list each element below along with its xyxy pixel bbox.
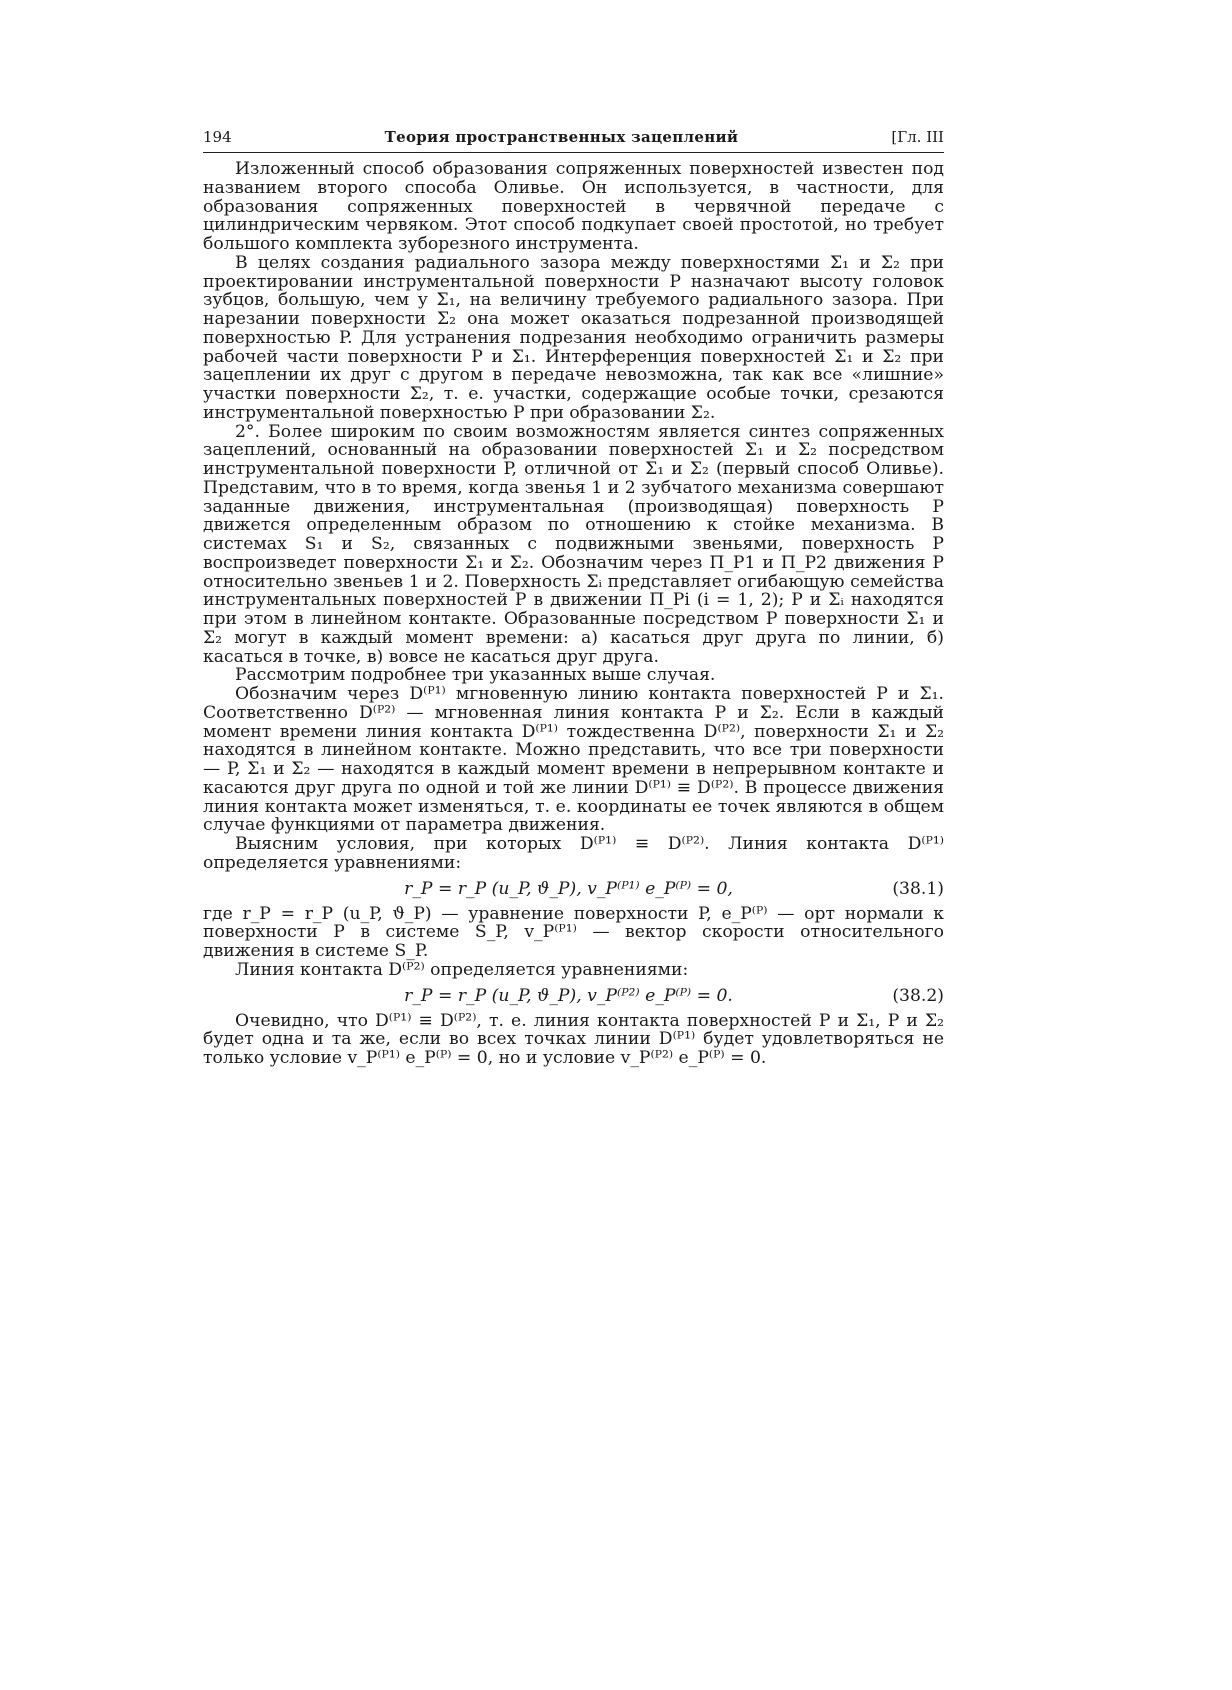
book-page	[203, 128, 944, 1068]
equation-38-1-content: r_P = r_P (u_P, ϑ_P), v_P⁽ᴾ¹⁾ e_P⁽ᴾ⁾ = 0,	[404, 878, 733, 899]
chapter-label: [Гл. III	[891, 128, 944, 146]
paragraph-5: Обозначим через D⁽ᴾ¹⁾ мгновенную линию контакта поверхностей P и Σ₁. Соответственно D⁽ᴾ²⁾ — мгновенная линия контакта P и Σ₂. Если в каждый момент времени линия контакта D⁽ᴾ¹⁾ тождественна D⁽ᴾ²⁾, поверхности Σ₁ и Σ₂ находятся в линейном контакте. Можно представить, что все три поверхности — P, Σ₁ и Σ₂ — находятся в каждый момент времени в непрерывном контакте и касаются друг друга по одной и той же линии D⁽ᴾ¹⁾ ≡ D⁽ᴾ²⁾. В процессе движения линия контакта может изменяться, т. е. координаты ее точек являются в общем случае функциями от параметра движения.	[203, 684, 944, 836]
paragraph-2: В целях создания радиального зазора между поверхностями Σ₁ и Σ₂ при проектировании инструментальной поверхности P назначают высоту головок зубцов, большую, чем у Σ₁, на величину требуемого радиального зазора. При нарезании поверхности Σ₂ она может оказаться подрезанной производящей поверхностью P. Для устранения подрезания необходимо ограничить размеры рабочей части поверхности P и Σ₁. Интерференция поверхностей Σ₁ и Σ₂ при зацеплении их друг с другом в передаче невозможна, так как все «лишние» участки поверхности Σ₂, т. е. участки, содержащие особые точки, срезаются инструментальной поверхностью P при образовании Σ₂.	[203, 252, 944, 423]
equation-38-1	[203, 878, 944, 900]
paragraph-8: Линия контакта D⁽ᴾ²⁾ определяется уравнениями:	[235, 959, 689, 980]
paragraph-7: где r_P = r_P (u_P, ϑ_P) — уравнение поверхности P, e_P⁽ᴾ⁾ — орт нормали к поверхности P в системе S_P, v_P⁽ᴾ¹⁾ — вектор скорости относительного движения в системе S_P.	[203, 903, 944, 961]
equation-38-1-number: (38.1)	[892, 878, 944, 899]
equation-38-2-number: (38.2)	[892, 985, 944, 1006]
paragraph-1: Изложенный способ образования сопряженных поверхностей известен под названием второго способа Оливье. Он используется, в частности, для образования сопряженных поверхностей в червячной передаче с цилиндрическим червяком. Этот способ подкупает своей простотой, но требует большого комплекта зуборезного инструмента.	[203, 159, 944, 254]
page-body	[203, 160, 944, 1068]
page-number: 194	[203, 128, 232, 146]
running-header	[203, 128, 944, 153]
paragraph-4: Рассмотрим подробнее три указанных выше случая.	[235, 665, 716, 686]
paragraph-9: Очевидно, что D⁽ᴾ¹⁾ ≡ D⁽ᴾ²⁾, т. е. линия контакта поверхностей P и Σ₁, P и Σ₂ будет одна и та же, если во всех точках линии D⁽ᴾ¹⁾ будет удовлетворяться не только условие v_P⁽ᴾ¹⁾ e_P⁽ᴾ⁾ = 0, но и условие v_P⁽ᴾ²⁾ e_P⁽ᴾ⁾ = 0.	[203, 1010, 944, 1068]
equation-38-2-content: r_P = r_P (u_P, ϑ_P), v_P⁽ᴾ²⁾ e_P⁽ᴾ⁾ = 0.	[404, 985, 733, 1006]
paragraph-6: Выясним условия, при которых D⁽ᴾ¹⁾ ≡ D⁽ᴾ²⁾. Линия контакта D⁽ᴾ¹⁾ определяется уравнениями:	[203, 834, 944, 873]
running-title: Теория пространственных зацеплений	[384, 128, 739, 146]
paragraph-3: 2°. Более широким по своим возможностям является синтез сопряженных зацеплений, основанный на образовании поверхностей Σ₁ и Σ₂ посредством инструментальной поверхности P, отличной от Σ₁ и Σ₂ (первый способ Оливье). Представим, что в то время, когда звенья 1 и 2 зубчатого механизма совершают заданные движения, инструментальная (производящая) поверхность P движется определенным образом по отношению к стойке механизма. В системах S₁ и S₂, связанных с подвижными звеньями, поверхность P воспроизведет поверхности Σ₁ и Σ₂. Обозначим через Π_P1 и Π_P2 движения P относительно звеньев 1 и 2. Поверхность Σᵢ представляет огибающую семейства инструментальных поверхностей P в движении Π_Pi (i = 1, 2); P и Σᵢ находятся при этом в линейном контакте. Образованные посредством P поверхности Σ₁ и Σ₂ могут в каждый момент времени: а) касаться друг друга по линии, б) касаться в точке, в) вовсе не касаться друг друга.	[203, 421, 944, 667]
equation-38-2	[203, 985, 944, 1007]
